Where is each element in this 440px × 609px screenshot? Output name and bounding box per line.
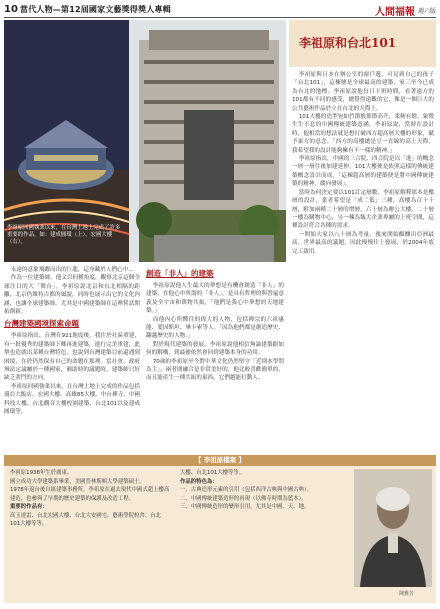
masthead xyxy=(375,3,436,17)
paragraph: 101大樓的造型宛如竹節般節節高升，柔軔有餘，象徵生生不息的中國傳統建築意涵。李祖原說，當時在設計時，他相當的想法就是想打破西方超高層大樓的形象，賦予東方的意念。「西方的高樓總是呈一直線的高上天際，我希望我的設計能夠擁有不一樣的精神。」 xyxy=(292,114,434,154)
profile-title: 【 李祖原檔案 】 xyxy=(194,456,246,464)
paragraph: 李祖原回國執業以來，在台灣土地上完成的作品包括環亞大飯店、宏國大樓、高雄85大樓、中台禪寺、中國科技大樓、台北觀音大樓校園建築、台北101以及建成圓環等。 xyxy=(4,383,140,416)
profile-column-2 xyxy=(180,469,348,512)
profile-line: 高玉達雷、台北宏國大樓、台北大安國宅、藝術學院校舍、台北101大樓等等。 xyxy=(10,512,161,527)
paragraph: 李祖原說他人生最大的夢想是有機會創造「非人」的建築，在他心中所謂的「非人」，是具有哲理的與普遍意義及全宇宙和萬物共振，「他們是我心中夢想的天地建築。」 xyxy=(146,283,284,315)
article-title-box xyxy=(289,20,436,67)
profile-line: 二、中國傳統建築造形的再現（以佛寺時期為藍本）。 xyxy=(180,495,307,502)
article-title: 李祖原和台北101 xyxy=(299,36,397,50)
left-column xyxy=(4,266,140,452)
profile-label: 重要的作品有： xyxy=(10,504,48,510)
portrait-illustration xyxy=(354,469,432,587)
paragraph: 李祖原與日本在辦公室的窗戶邊，可見到自己的孩子「台北101」，這棟號是全球最高的建築，家三至今已成為台北的地標。李祖原說他每日下班時間，看著遠方的101都有不同的感受，總覺得遠觀的它，像是一個巨大的公共藝術作品於立在台北的天際上。 xyxy=(292,72,434,112)
section-heading: 創造「非人」的建築 xyxy=(146,269,214,278)
masthead-logo: 人間福報 xyxy=(374,6,415,18)
right-column xyxy=(292,71,434,451)
feature-photo xyxy=(4,20,286,262)
profile-line: 李祖原1938年生於廣東。 xyxy=(10,470,73,476)
profile-line: 三、中國傳統造形的變形引用，尤其是中國、天、地。 xyxy=(180,504,310,510)
profile-line: 1978年返台後自組建築事務所。李祖原在過去現代中國式超上樓高建造，也參與了早期的歷史建築的保護及改造工程。 xyxy=(10,487,170,502)
profile-label: 作品的特色為： xyxy=(180,478,218,485)
edition-label: 週六版 xyxy=(417,7,436,15)
paragraph: 對於現代建築的發展，李祖原說他相信無論建築跟如何的解構，到最後依然會回到建築本身的功用。 xyxy=(146,341,284,357)
paragraph: 當時為何決定要以101訂定層數，李祖原解釋那本是樓層的設計，業者希望是「成二低」三種，高樓為百十十層，附加兩種二十層的增層，六十層為辦公大樓，二十層一樓為購物中心，另一棟為飯大企業專屬的上班空間，這種設計符合各種的需求。 xyxy=(292,189,434,230)
profile-title-bar xyxy=(4,455,436,466)
profile-line: 大樓、台北101大樓等等。 xyxy=(180,470,245,476)
paragraph: 永遠的意象飛躍而出的巨龍，這身藏於人們心中… xyxy=(10,267,134,273)
portrait-caption: 陳雅芳 xyxy=(399,591,415,597)
profile-column-1 xyxy=(10,469,170,529)
page-number: 10 xyxy=(4,4,18,15)
header-rule xyxy=(4,17,436,18)
paragraph: 李祖原指出，台灣在921地震後，我住於社區重建，有一批優秀的建築師下鄉再進建築，進行完美重建，此舉也造就出某種台灣特色，也說到台灣建築目前還遇到困境，在於仍然保有自己的命題在那裡。當社會、政府無法定論屬於一種國家，補助時的議題時，建築師只好缺乏著門的方向。 xyxy=(4,333,140,382)
photo-caption: 李祖原回國執業以來，在台灣土地上完成了許多重要的作品，如：建成圓環（上）、宏國大樓（右）。 xyxy=(7,225,121,245)
section-title: 當代人物—第12屆國家文藝獎得獎人專輯 xyxy=(20,5,171,14)
paragraph: 而他內心所嚮往的偉大的人物，包括禪宗的六祖惠能、愛因斯坦、畢卡索等人。「因為他們都是創造歷史、翻越歷史的人物。」 xyxy=(146,316,284,340)
page-header xyxy=(4,3,436,17)
paragraph: 李祖原指出，中國的三合院、四合院是以「進」的概念一層一層往後加建延伸，101大樓便是依照這樣的傳統建築概念設計而成，「這棟超高層的建築便是將中國傳統建築的精神，縱向發展」。 xyxy=(292,156,434,188)
paragraph: 一開始大家以八十層為考量，後來開始醞釀出亞洲最高、世界最高的議題，因此慢慢往上發展，於2004年底完工啟用。 xyxy=(292,231,434,255)
paragraph: 70歲的李祖原至今對中華文化仍然堅守「近則本學問為主」，兩者間融合是非常美好的，他比較喜歡簡單的，而且能產生一種共振的東西，它們越能打動人。 xyxy=(146,358,284,382)
profile-line: 一、古典造形元素的引用（包括西洋古典與中國古典）。 xyxy=(180,487,313,493)
middle-column xyxy=(146,266,284,452)
profile-box xyxy=(4,455,436,603)
portrait-photo xyxy=(354,469,432,587)
section-heading: 台灣建築國境探索命題 xyxy=(4,319,79,329)
paragraph: 作為一位建築師，他又以何種角度，觀察北京這個全球注目的大「舞台」。李祖原說北京和台北相隔的距離，北京仍維持古都的風貌，同時也展示出它的文化內涵，也讓全球建築師、尤其是中國建築師在這裡嘗試開拓創新。 xyxy=(4,275,140,316)
profile-line: 國立成功大學建築系畢業，美國普林斯頓大學建築碩士。 xyxy=(10,478,145,485)
